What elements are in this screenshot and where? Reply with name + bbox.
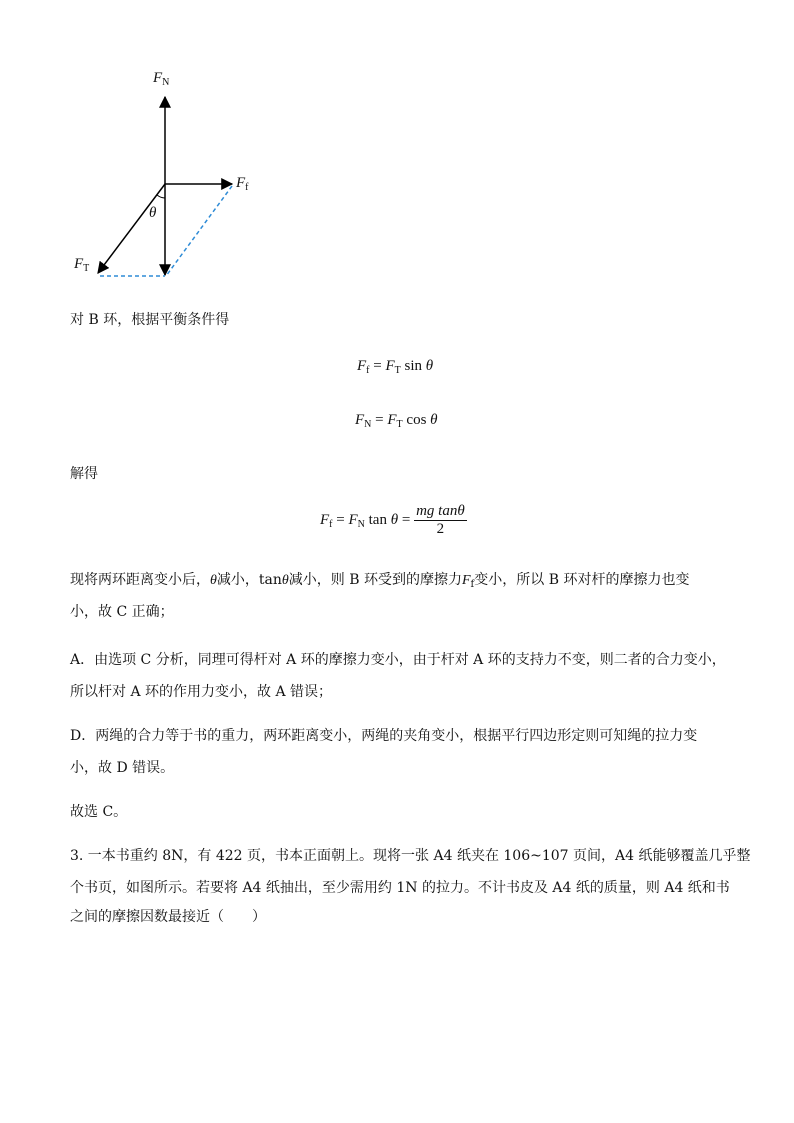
equation-1: $F_f = F_T$ sin θ xyxy=(357,358,434,376)
para3-line2: 小，故 D 错误。 xyxy=(70,760,175,776)
q3-line3: 之间的摩擦因数最接近（ ） xyxy=(70,909,266,925)
solve-label: 解得 xyxy=(70,466,98,482)
intro-text: 对 B 环，根据平衡条件得 xyxy=(70,312,230,328)
q3-line2: 个书页，如图所示。若要将 A4 纸抽出，至少需用约 1N 的拉力。不计书皮及 A4 纸的质量，则 A4 纸和书 xyxy=(70,880,730,896)
para2-line1: A．由选项 C 分析，同理可得杆对 A 环的摩擦力变小，由于杆对 A 环的支持力不变，则二者的合力变小， xyxy=(70,652,726,668)
equation-2: $F_N = F_T$ cos θ xyxy=(355,412,438,430)
para1-line1: 现将两环距离变小后，θ减小，tanθ减小，则 B 环受到的摩擦力$F_f$变小，所以 B 环对杆的摩擦力也变 xyxy=(70,572,690,590)
theta-arc xyxy=(157,195,165,198)
answer-choice: 故选 C。 xyxy=(70,804,128,820)
ft-arrow xyxy=(98,184,165,273)
para2-line2: 所以杆对 A 环的作用力变小，故 A 错误； xyxy=(70,684,333,700)
label-fn: $F_N$ xyxy=(153,70,170,88)
para3-line1: D．两绳的合力等于书的重力，两环距离变小，两绳的夹角变小，根据平行四边形定则可知绳的拉力变 xyxy=(70,728,698,744)
q3-line1: 3. 一本书重约 8N，有 422 页，书本正面朝上。现将一张 A4 纸夹在 106~107 页间，A4 纸能够覆盖几乎整 xyxy=(70,848,751,864)
dashed-side-right xyxy=(166,186,232,276)
equation-3: $F_f = F_N$ tan θ = $\frac{\text{mg tanθ}}{2}$ xyxy=(320,503,465,537)
para1-line2: 小，故 C 正确； xyxy=(70,604,174,620)
label-theta: θ xyxy=(149,205,157,221)
label-ff: $F_f$ xyxy=(236,175,249,193)
label-ft: $F_T$ xyxy=(74,256,90,274)
force-diagram xyxy=(60,60,260,290)
